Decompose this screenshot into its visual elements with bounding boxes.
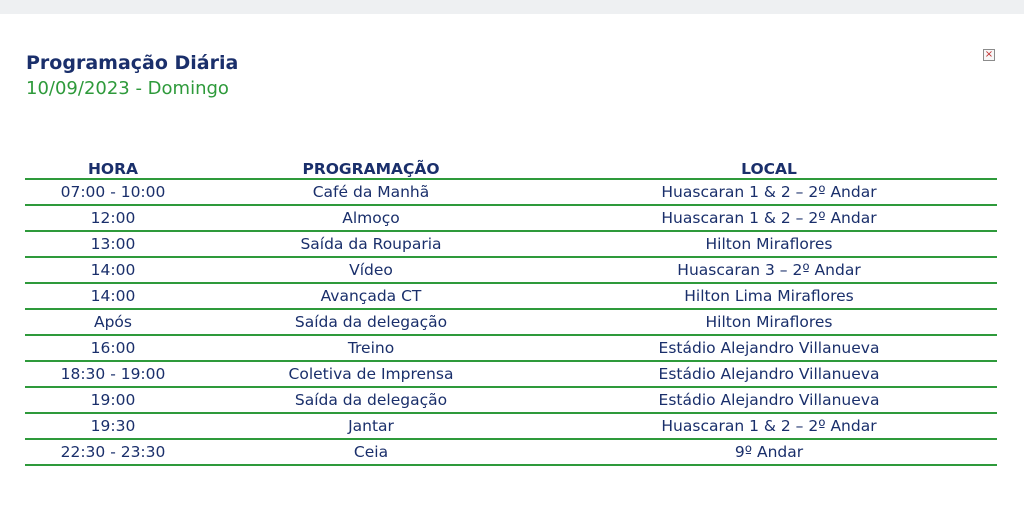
table-row — [25, 439, 997, 465]
page-title: Programação Diária — [26, 52, 239, 74]
table-row — [25, 309, 997, 335]
cell-hora: 07:00 - 10:00 — [25, 179, 201, 205]
cell-local: 9º Andar — [541, 439, 997, 465]
table-row — [25, 413, 997, 439]
cell-programacao: Vídeo — [201, 257, 541, 283]
cell-programacao: Treino — [201, 335, 541, 361]
cell-local: Estádio Alejandro Villanueva — [541, 387, 997, 413]
table-row — [25, 205, 997, 231]
cell-local: Estádio Alejandro Villanueva — [541, 335, 997, 361]
cell-programacao: Jantar — [201, 413, 541, 439]
close-icon[interactable]: × — [984, 49, 994, 60]
cell-hora: 12:00 — [25, 205, 201, 231]
cell-programacao: Avançada CT — [201, 283, 541, 309]
cell-local: Huascaran 1 & 2 – 2º Andar — [541, 413, 997, 439]
cell-hora: 22:30 - 23:30 — [25, 439, 201, 465]
cell-local: Huascaran 1 & 2 – 2º Andar — [541, 179, 997, 205]
cell-hora: 14:00 — [25, 283, 201, 309]
cell-hora: 14:00 — [25, 257, 201, 283]
cell-programacao: Saída da Rouparia — [201, 231, 541, 257]
table-row — [25, 257, 997, 283]
cell-hora: 18:30 - 19:00 — [25, 361, 201, 387]
cell-local: Huascaran 1 & 2 – 2º Andar — [541, 205, 997, 231]
table-row — [25, 179, 997, 205]
cell-programacao: Ceia — [201, 439, 541, 465]
cell-programacao: Café da Manhã — [201, 179, 541, 205]
cell-hora: Após — [25, 309, 201, 335]
cell-hora: 13:00 — [25, 231, 201, 257]
column-header-hora: HORA — [25, 154, 201, 179]
cell-hora: 19:30 — [25, 413, 201, 439]
table-header-row — [25, 154, 997, 179]
cell-local: Huascaran 3 – 2º Andar — [541, 257, 997, 283]
column-header-programacao: PROGRAMAÇÃO — [201, 154, 541, 179]
cell-programacao: Almoço — [201, 205, 541, 231]
cell-local: Hilton Miraflores — [541, 231, 997, 257]
schedule-date: 10/09/2023 - Domingo — [26, 78, 229, 99]
cell-local: Hilton Lima Miraflores — [541, 283, 997, 309]
cell-hora: 19:00 — [25, 387, 201, 413]
schedule-table — [25, 154, 997, 466]
table-row — [25, 361, 997, 387]
table-row — [25, 387, 997, 413]
table-row — [25, 335, 997, 361]
cell-programacao: Saída da delegação — [201, 309, 541, 335]
schedule-panel — [0, 14, 1024, 510]
cell-local: Estádio Alejandro Villanueva — [541, 361, 997, 387]
table-row — [25, 231, 997, 257]
table-row — [25, 283, 997, 309]
cell-programacao: Coletiva de Imprensa — [201, 361, 541, 387]
cell-hora: 16:00 — [25, 335, 201, 361]
column-header-local: LOCAL — [541, 154, 997, 179]
cell-local: Hilton Miraflores — [541, 309, 997, 335]
cell-programacao: Saída da delegação — [201, 387, 541, 413]
